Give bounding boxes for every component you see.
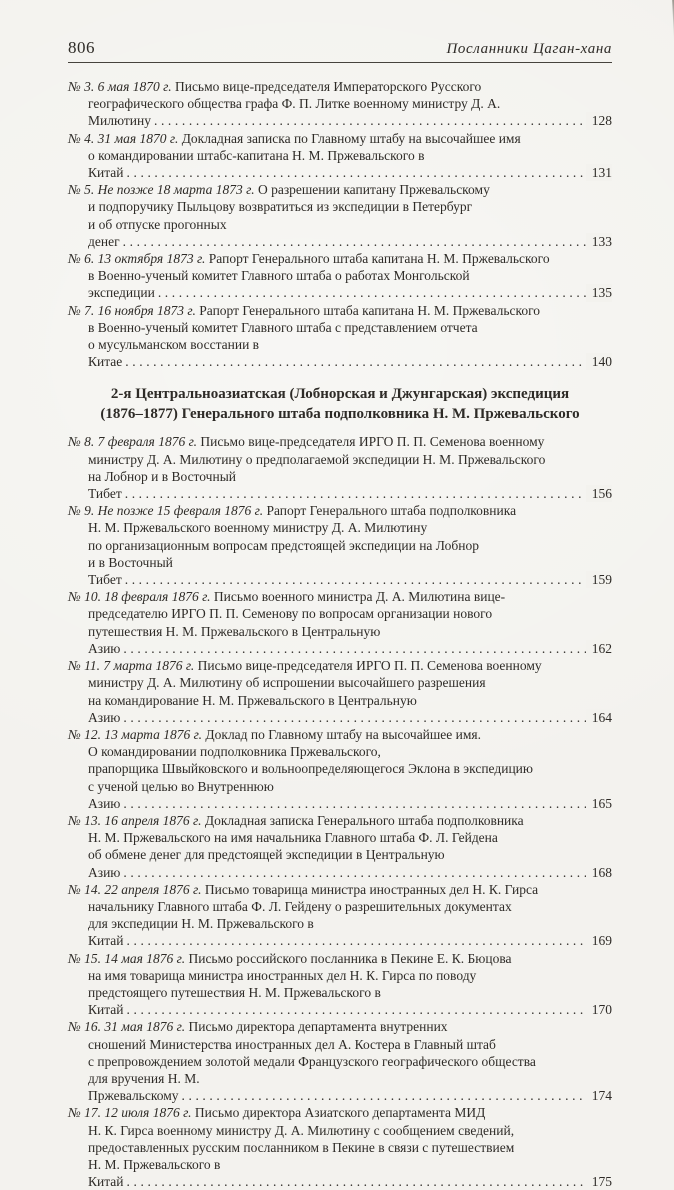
entry-text: по организационным вопросам предстоящей экспедиции на Лобнор [88,537,479,553]
toc-entry [68,1104,612,1190]
toc-entry-line [68,967,612,984]
toc-entry-line [68,881,612,898]
toc-entry [68,78,612,130]
toc-entry [68,726,612,812]
toc-entry [68,302,612,371]
entry-number-date: № 17. 12 июля 1876 г. [68,1105,195,1121]
entry-text: для вручения Н. М. Пржевальскому ..... [88,1071,612,1103]
entry-text: и об отпуске прогонных денег ..... [88,217,612,249]
toc-list-part1 [68,78,612,370]
toc-entry-line [68,336,612,370]
toc-entry [68,657,612,726]
entry-page-number: 168 [586,864,612,881]
toc-entry-line [68,1156,612,1190]
toc-list-part2 [68,433,612,1190]
entry-text: предоставленных русским посланником в Пекине в связи с путешествием [88,1139,515,1155]
toc-entry-line [68,1053,612,1070]
toc-entry-line [68,451,612,468]
entry-text: сношений Министерства иностранных дел А. Костера в Главный штаб [88,1036,496,1052]
entry-number-date: № 6. 13 октября 1873 г. [68,251,209,267]
entry-text: Н. М. Пржевальского в Китай ..... [88,1157,612,1189]
toc-entry-line [68,1018,612,1035]
entry-text: о командировании штабс-капитана Н. М. Пржевальского в Китай ..... [88,148,612,180]
toc-entry-line [68,1139,612,1156]
entry-page-number: 135 [586,284,612,301]
entry-number-date: № 5. Не позже 18 марта 1873 г. [68,182,258,198]
entry-text: на имя товарища министра иностранных дел Н. К. Гирса по поводу [88,967,477,983]
entry-text: О разрешении капитану Пржевальскому [257,182,490,198]
entry-page-number: 140 [586,353,612,370]
entry-page-number: 128 [586,112,612,129]
entry-text: Письмо директора Азиатского департамента МИД [194,1105,486,1121]
entry-text: О командировании подполковника Пржевальского, [88,744,381,760]
toc-entry-line [68,1104,612,1121]
entry-text: Письмо российского посланника в Пекине Е. К. Бюцова [188,950,512,966]
entry-text: об обмене денег для предстоящей экспедиции в Центральную Азию ..... [88,847,612,879]
entry-text: Н. К. Гирса военному министру Д. А. Милютину с сообщением сведений, [88,1122,515,1138]
toc-entry [68,812,612,881]
entry-text: Письмо военного министра Д. А. Милютина вице- [213,589,506,605]
entry-page-number: 156 [586,485,612,502]
toc-entry-line [68,95,612,129]
toc-entry-line [68,588,612,605]
entry-text: председателю ИРГО П. П. Семенову по вопросам организации нового [88,606,493,622]
toc-entry [68,130,612,182]
entry-text: Письмо вице-председателя ИРГО П. П. Семенова военному [197,658,542,674]
entry-number-date: № 9. Не позже 15 февраля 1876 г. [68,503,267,519]
page-content [68,38,612,1190]
section-heading-line2: (1876–1877) Генерального штаба подполковника Н. М. Пржевальского [100,405,580,422]
toc-entry-line [68,198,612,215]
entry-text: Письмо вице-председателя Императорского Русского [174,79,482,94]
toc-entry-line [68,78,612,95]
entry-page-number: 162 [586,640,612,657]
entry-text: в Военно-ученый комитет Главного штаба с представлением отчета [88,319,478,335]
entry-text: и в Восточный Тибет ..... [88,555,612,587]
section-heading [68,385,612,424]
toc-entry-line [68,468,612,502]
toc-entry-line [68,984,612,1018]
toc-entry-line [68,726,612,743]
section-heading-line1: 2-я Центральноазиатская (Лобнорская и Джунгарская) экспедиция [110,386,570,403]
entry-number-date: № 8. 7 февраля 1876 г. [68,434,201,450]
entry-number-date: № 16. 31 мая 1876 г. [68,1019,189,1035]
toc-entry-line [68,250,612,267]
toc-entry-line [68,605,612,622]
entry-text: Н. М. Пржевальского военному министру Д. А. Милютину [88,520,428,536]
entry-text: о мусульманском восстании в Китае ..... [88,337,612,369]
toc-entry-line [68,778,612,812]
entry-page-number: 164 [586,709,612,726]
toc-entry-line [68,692,612,726]
entry-text: Рапорт Генерального штаба капитана Н. М. Пржевальского [199,302,541,318]
entry-text: Н. М. Пржевальского на имя начальника Главного штаба Ф. Л. Гейдена [88,830,498,846]
entry-text: министру Д. А. Милютину об испрошении высочайшего разрешения [88,675,486,691]
toc-entry-line [68,147,612,181]
entry-text: министру Д. А. Милютину о предполагаемой экспедиции Н. М. Пржевальского [88,451,546,467]
entry-text: Письмо директора департамента внутренних [188,1019,448,1035]
toc-entry-line [68,433,612,450]
toc-entry-line [68,743,612,760]
toc-entry-line [68,898,612,915]
toc-entry-line [68,674,612,691]
toc-entry-line [68,760,612,777]
entry-number-date: № 13. 16 апреля 1876 г. [68,812,205,828]
toc-entry-line [68,502,612,519]
toc-entry-line [68,554,612,588]
running-title: Посланники Цаган-хана [446,41,612,57]
toc-entry [68,181,612,250]
toc-entry [68,250,612,302]
toc-entry [68,950,612,1019]
entry-number-date: № 12. 13 марта 1876 г. [68,726,206,742]
entry-number-date: № 11. 7 марта 1876 г. [68,658,198,674]
toc-entry-line [68,130,612,147]
entry-page-number: 133 [586,233,612,250]
toc-entry [68,1018,612,1104]
toc-entry-line [68,829,612,846]
entry-page-number: 165 [586,795,612,812]
entry-number-date: № 14. 22 апреля 1876 г. [68,881,205,897]
entry-text: Рапорт Генерального штаба капитана Н. М. Пржевальского [208,251,550,267]
entry-number-date: № 15. 14 мая 1876 г. [68,950,189,966]
entry-text: с препровождением золотой медали Французского географического общества [88,1053,536,1069]
toc-entry-line [68,216,612,250]
toc-entry-line [68,319,612,336]
toc-entry-line [68,519,612,536]
toc-entry-line [68,267,612,301]
toc-entry [68,502,612,588]
entry-text: Докладная записка по Главному штабу на высочайшее имя [181,130,521,146]
page-header [68,38,612,63]
entry-text: начальнику Главного штаба Ф. Л. Гейдену о разрешительных документах [88,898,512,914]
toc-entry [68,881,612,950]
toc-entry-line [68,915,612,949]
entry-text: Письмо вице-председателя ИРГО П. П. Семенова военному [200,434,545,450]
entry-text: и подпоручику Пыльцову возвратиться из экспедиции в Петербург [88,199,473,215]
entry-number-date: № 3. 6 мая 1870 г. [68,79,175,94]
entry-page-number: 175 [586,1173,612,1190]
entry-text: Докладная записка Генерального штаба подполковника [204,812,524,828]
table-of-contents [68,78,612,1190]
toc-entry-line [68,812,612,829]
entry-text: с ученой целью во Внутреннюю Азию ..... [88,779,612,811]
entry-page-number: 174 [586,1087,612,1104]
entry-text: путешествия Н. М. Пржевальского в Центральную Азию ..... [88,624,612,656]
entry-number-date: № 10. 18 февраля 1876 г. [68,589,214,605]
entry-text: Рапорт Генерального штаба подполковника [266,503,517,519]
entry-page-number: 170 [586,1001,612,1018]
entry-text: для экспедиции Н. М. Пржевальского в Китай ..... [88,916,612,948]
toc-entry-line [68,181,612,198]
toc-entry-line [68,623,612,657]
toc-entry [68,588,612,657]
entry-number-date: № 4. 31 мая 1870 г. [68,130,182,146]
entry-text: Письмо товарища министра иностранных дел Н. К. Гирса [204,881,539,897]
entry-text: в Военно-ученый комитет Главного штаба о работах Монгольской экспедиции ..... [88,268,612,300]
entry-page-number: 131 [586,164,612,181]
entry-number-date: № 7. 16 ноября 1873 г. [68,302,200,318]
toc-entry-line [68,1122,612,1139]
entry-text: на командирование Н. М. Пржевальского в Центральную Азию ..... [88,693,612,725]
page-corner-shadow [668,0,674,42]
entry-text: Доклад по Главному штабу на высочайшее имя. [205,726,482,742]
toc-entry-line [68,657,612,674]
entry-text: прапорщика Швыйковского и вольноопределяющегося Эклона в экспедицию [88,761,533,777]
entry-page-number: 159 [586,571,612,588]
toc-entry-line [68,1070,612,1104]
toc-entry-line [68,537,612,554]
toc-entry-line [68,846,612,880]
toc-entry-line [68,302,612,319]
entry-text: на Лобнор и в Восточный Тибет ..... [88,469,612,501]
entry-page-number: 169 [586,932,612,949]
toc-entry [68,433,612,502]
page-number: 806 [68,38,95,57]
toc-entry-line [68,1036,612,1053]
entry-text: географического общества графа Ф. П. Литке военному министру Д. А. Милютину ..... [88,96,612,128]
entry-text: предстоящего путешествия Н. М. Пржевальского в Китай ..... [88,985,612,1017]
toc-entry-line [68,950,612,967]
